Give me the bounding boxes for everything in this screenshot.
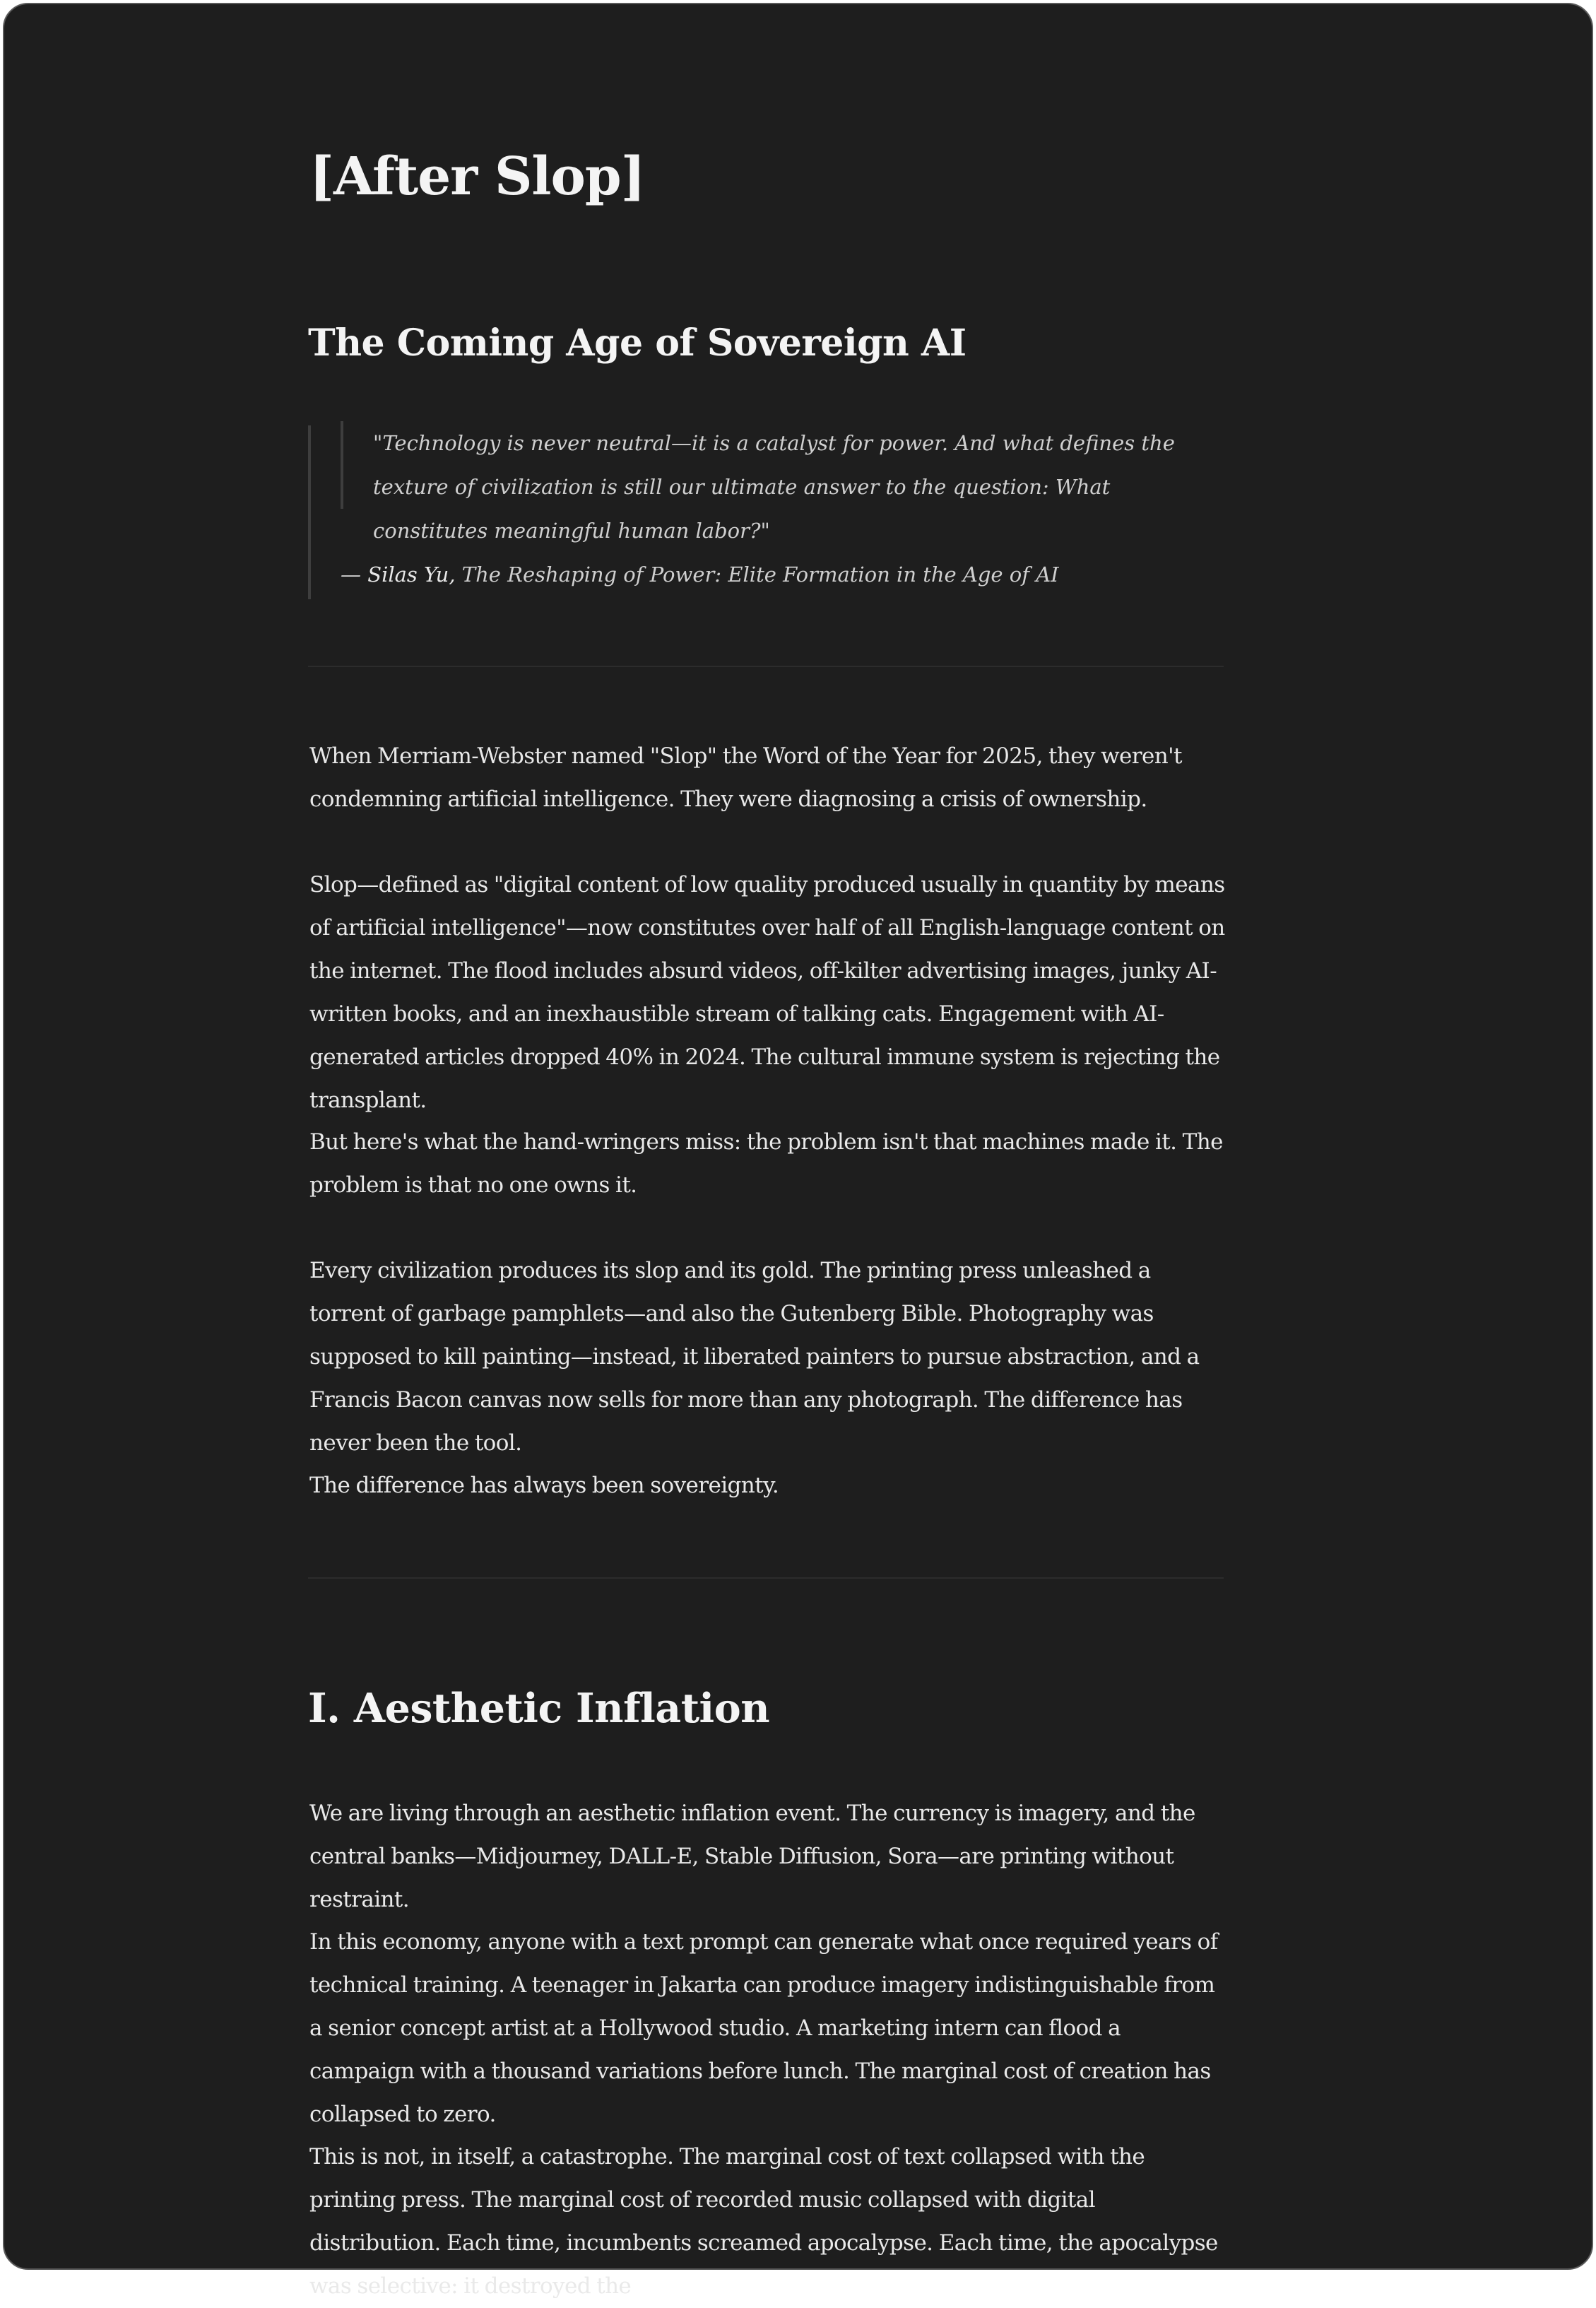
paragraph: Every civilization produces its slop and its gold. The printing press unleashed a torrent of garbage pamphlets—and also the Gutenberg Bible. Photography was supposed to kill painting—instead, it liberated painters to pursue abstraction, and a Francis Bacon canvas now sells for more than any photograph. The difference has never been the tool.	[309, 1258, 1200, 1456]
attribution-dash: —	[341, 563, 368, 587]
paragraph: The difference has always been sovereignty.	[309, 1473, 779, 1498]
paragraph: Slop—defined as "digital content of low quality produced usually in quantity by means of artificial intelligence"—now constitutes over half of all English-language content on the internet. The flood includes absurd videos, off-kilter advertising images, junky AI-written books, and an inexhaustible stream of talking cats. Engagement with AI-generated articles dropped 40% in 2024. The cultural immune system is rejecting the transplant.	[309, 872, 1225, 1113]
epigraph-author: Silas Yu,	[367, 563, 456, 587]
epigraph-source: The Reshaping of Power: Elite Formation in the Age of AI	[455, 563, 1059, 587]
epigraph-attribution	[341, 557, 1188, 592]
paragraph: When Merriam-Webster named "Slop" the Word of the Year for 2025, they weren't condemning artificial intelligence. They were diagnosing a crisis of ownership.	[309, 743, 1182, 812]
epigraph-quote: "Technology is never neutral—it is a catalyst for power. And what defines the texture of civilization is still our ultimate answer to the question: What constitutes meaningful human labor?"	[341, 421, 1188, 509]
paragraph: This is not, in itself, a catastrophe. The marginal cost of text collapsed with the printing press. The marginal cost of recorded music collapsed with digital distribution. Each time, incumbents screamed apocalypse. Each time, the apocalypse was selective: it destroyed the	[309, 2144, 1218, 2299]
divider	[308, 666, 1224, 667]
paragraph: In this economy, anyone with a text prompt can generate what once required years of technical training. A teenager in Jakarta can produce imagery indistinguishable from a senior concept artist at a Hollywood studio. A marketing intern can flood a campaign with a thousand variations before lunch. The marginal cost of creation has collapsed to zero.	[309, 1929, 1218, 2127]
section-heading: I. Aesthetic Inflation	[308, 1685, 770, 1732]
site-title[interactable]: [After Slop]	[309, 146, 645, 207]
document-window	[3, 3, 1593, 2299]
paragraph: We are living through an aesthetic inflation event. The currency is imagery, and the central banks—Midjourney, DALL-E, Stable Diffusion, Sora—are printing without restraint.	[309, 1801, 1195, 1912]
article-title: The Coming Age of Sovereign AI	[308, 322, 967, 365]
epigraph-blockquote	[308, 425, 1224, 599]
divider	[308, 1577, 1224, 1579]
paragraph: But here's what the hand-wringers miss: the problem isn't that machines made it. The problem is that no one owns it.	[309, 1129, 1223, 1198]
